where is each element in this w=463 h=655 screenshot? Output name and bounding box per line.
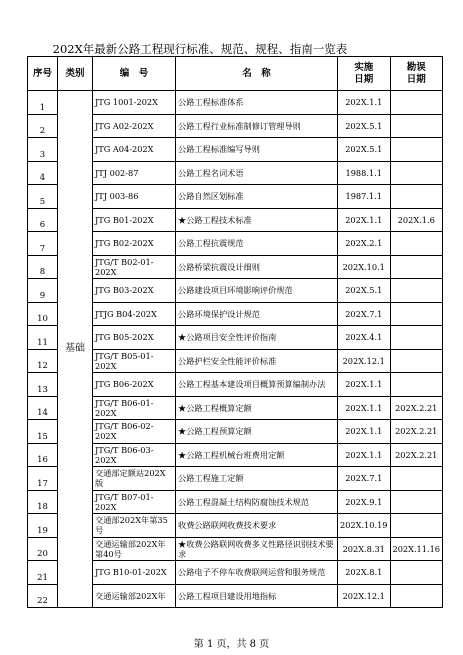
row-errata-date [390,490,443,514]
row-name: ★公路项目安全性评价指南 [176,326,338,350]
row-seq: 11 [28,326,58,350]
row-name: 公路建设项目环境影响评价规范 [176,279,338,303]
row-code: JTG B01-202X [93,208,176,232]
row-impl-date: 202X.1.1 [338,443,391,467]
row-errata-date: 202X.2.21 [390,420,443,444]
row-seq: 19 [28,514,58,538]
row-errata-date [390,514,443,538]
row-name: 公路护栏安全性能评价标准 [176,349,338,373]
row-seq: 12 [28,349,58,373]
row-errata-date [390,279,443,303]
row-name: 公路工程行业标准制修订管理导则 [176,114,338,138]
row-seq: 1 [28,91,58,115]
row-name: ★公路工程技术标准 [176,208,338,232]
row-impl-date: 202X.12.1 [338,349,391,373]
row-name: ★公路工程概算定额 [176,396,338,420]
header-seq: 序号 [28,57,58,91]
row-seq: 21 [28,561,58,585]
row-impl-date: 202X.4.1 [338,326,391,350]
row-impl-date: 202X.1.1 [338,91,391,115]
row-seq: 2 [28,114,58,138]
row-code: JTG/T B02-01-202X [93,255,176,279]
row-name: 公路工程标准编写导则 [176,138,338,162]
row-code: JTJ 002-87 [93,161,176,185]
table-header-row [28,57,443,91]
row-seq: 7 [28,232,58,256]
row-code: JTG A02-202X [93,114,176,138]
page-footer: 第 1 页，共 8 页 [193,639,270,650]
row-name: 公路电子不停车收费联网运营和服务规范 [176,561,338,585]
row-name: 公路桥梁抗震设计细则 [176,255,338,279]
row-errata-date [390,161,443,185]
row-impl-date: 1987.1.1 [338,185,391,209]
row-impl-date: 202X.9.1 [338,490,391,514]
row-seq: 20 [28,537,58,561]
row-errata-date: 202X.1.6 [390,208,443,232]
row-errata-date [390,467,443,491]
row-code: JTG/T B06-03-202X [93,443,176,467]
row-impl-date: 202X.1.1 [338,420,391,444]
row-errata-date [390,302,443,326]
row-impl-date: 1988.1.1 [338,161,391,185]
row-seq: 8 [28,255,58,279]
standards-table [27,56,443,608]
row-seq: 14 [28,396,58,420]
row-seq: 3 [28,138,58,162]
row-errata-date [390,114,443,138]
row-errata-date: 202X.11.16 [390,537,443,561]
row-impl-date: 202X.1.1 [338,373,391,397]
header-code: 编 号 [93,57,176,91]
row-name: 公路工程标准体系 [176,91,338,115]
row-impl-date: 202X.7.1 [338,302,391,326]
row-seq: 10 [28,302,58,326]
row-name: ★公路工程预算定额 [176,420,338,444]
row-code: JTG B03-202X [93,279,176,303]
row-impl-date: 202X.1.1 [338,208,391,232]
row-seq: 22 [28,584,58,608]
row-code: JTG B10-01-202X [93,561,176,585]
row-name: ★公路工程机械台班费用定额 [176,443,338,467]
row-errata-date [390,326,443,350]
row-errata-date [390,185,443,209]
row-impl-date: 202X.1.1 [338,396,391,420]
row-seq: 17 [28,467,58,491]
row-impl-date: 202X.5.1 [338,114,391,138]
row-errata-date [390,91,443,115]
row-impl-date: 202X.7.1 [338,467,391,491]
row-errata-date [390,373,443,397]
row-errata-date [390,138,443,162]
row-code: JTG 1001-202X [93,91,176,115]
row-impl-date: 202X.10.1 [338,255,391,279]
row-seq: 5 [28,185,58,209]
row-impl-date: 202X.2.1 [338,232,391,256]
row-name: 公路工程混凝土结构防腐蚀技术规范 [176,490,338,514]
row-code: JTG B05-202X [93,326,176,350]
row-code: JTG/T B06-01-202X [93,396,176,420]
row-name: 公路环境保护设计规范 [176,302,338,326]
row-name: 公路工程抗震规范 [176,232,338,256]
row-impl-date: 202X.5.1 [338,279,391,303]
row-errata-date [390,561,443,585]
row-seq: 9 [28,279,58,303]
category-cell: 基础 [58,91,93,608]
row-code: 交通运输部202X年第40号 [93,537,176,561]
row-code: JTJ 003-86 [93,185,176,209]
row-code: JTJG B04-202X [93,302,176,326]
row-code: 交通部202X年第35号 [93,514,176,538]
row-seq: 15 [28,420,58,444]
row-code: JTG B06-202X [93,373,176,397]
row-seq: 6 [28,208,58,232]
row-code: JTG/T B05-01-202X [93,349,176,373]
row-seq: 18 [28,490,58,514]
row-code: JTG B02-202X [93,232,176,256]
row-impl-date: 202X.8.1 [338,561,391,585]
row-name: ★收费公路联网收费多义性路径识别技术要求 [176,537,338,561]
row-name: 公路工程名词术语 [176,161,338,185]
row-impl-date: 202X.12.1 [338,584,391,608]
header-category: 类别 [58,57,93,91]
row-code: JTG A04-202X [93,138,176,162]
row-seq: 16 [28,443,58,467]
row-code: 交通运输部202X年 [93,584,176,608]
row-code: JTG/T B07-01-202X [93,490,176,514]
table-row [28,91,443,115]
row-errata-date: 202X.2.21 [390,443,443,467]
row-name: 公路工程项目建设用地指标 [176,584,338,608]
table-body [28,91,443,608]
row-errata-date [390,232,443,256]
row-name: 公路工程基本建设项目概算预算编制办法 [176,373,338,397]
row-code: JTG/T B06-02-202X [93,420,176,444]
row-name: 收费公路联网收费技术要求 [176,514,338,538]
page-title: 202X年最新公路工程现行标准、规范、规程、指南一览表 [52,42,348,56]
row-impl-date: 202X.10.19 [338,514,391,538]
row-seq: 4 [28,161,58,185]
header-errata-date: 勘误 日期 [390,57,443,91]
row-impl-date: 202X.5.1 [338,138,391,162]
row-name: 公路自然区划标准 [176,185,338,209]
row-code: 交通部定额站202X版 [93,467,176,491]
row-errata-date: 202X.2.21 [390,396,443,420]
row-seq: 13 [28,373,58,397]
row-errata-date [390,584,443,608]
row-errata-date [390,255,443,279]
row-errata-date [390,349,443,373]
row-name: 公路工程施工定额 [176,467,338,491]
row-impl-date: 202X.8.31 [338,537,391,561]
header-impl-date: 实施 日期 [338,57,391,91]
header-name: 名 称 [176,57,338,91]
